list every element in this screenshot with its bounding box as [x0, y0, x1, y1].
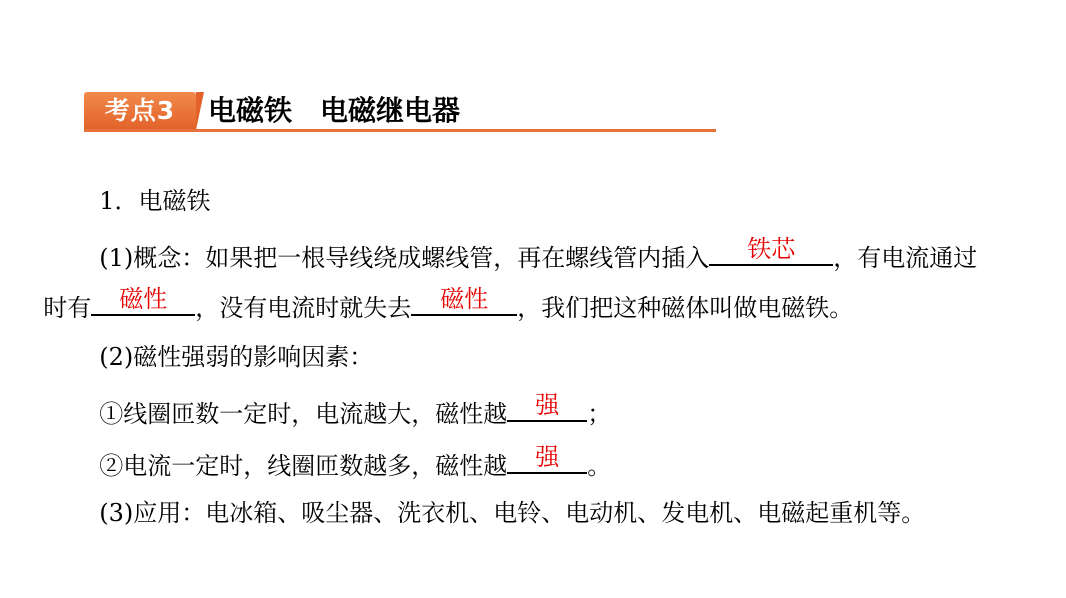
- answer-strong-2: 强: [535, 443, 560, 471]
- factor-item-1-suffix: ；: [587, 400, 612, 428]
- section-header: [84, 92, 716, 132]
- subsection-heading-text: 1．电磁铁: [99, 187, 211, 215]
- application-line: [84, 468, 925, 528]
- factor-item-2-suffix: 。: [587, 452, 612, 480]
- concept-line2-prefix: 时有: [43, 294, 92, 322]
- topic-badge: 考点3: [84, 92, 196, 130]
- factor-item-1-prefix: ①线圈匝数一定时，电流越大，磁性越: [99, 400, 508, 428]
- concept-suffix: ，有电流通过: [833, 244, 978, 272]
- concept-line2-mid: ，没有电流时就失去: [195, 294, 412, 322]
- answer-magnetism-2: 磁性: [440, 285, 489, 313]
- subsection-heading: [84, 156, 211, 216]
- answer-magnetism-1: 磁性: [119, 285, 168, 313]
- answer-strong-1: 强: [535, 391, 560, 419]
- badge-notch: [196, 92, 204, 130]
- application-text: (3)应用：电冰箱、吸尘器、洗衣机、电铃、电动机、发电机、电磁起重机等。: [99, 499, 926, 527]
- concept-prefix: (1)概念：如果把一根导线绕成螺线管，再在螺线管内插入: [99, 244, 710, 272]
- section-title: 电磁铁 电磁继电器: [208, 94, 461, 127]
- blank-magnetism-2: [411, 285, 517, 316]
- factors-heading: [84, 312, 373, 372]
- factor-item-2-prefix: ②电流一定时，线圈匝数越多，磁性越: [99, 452, 508, 480]
- answer-core: 铁芯: [747, 235, 796, 263]
- concept-line2-suffix: ，我们把这种磁体叫做电磁铁。: [517, 294, 854, 322]
- factors-heading-text: (2)磁性强弱的影响因素：: [99, 343, 374, 371]
- header-underline: [84, 129, 716, 132]
